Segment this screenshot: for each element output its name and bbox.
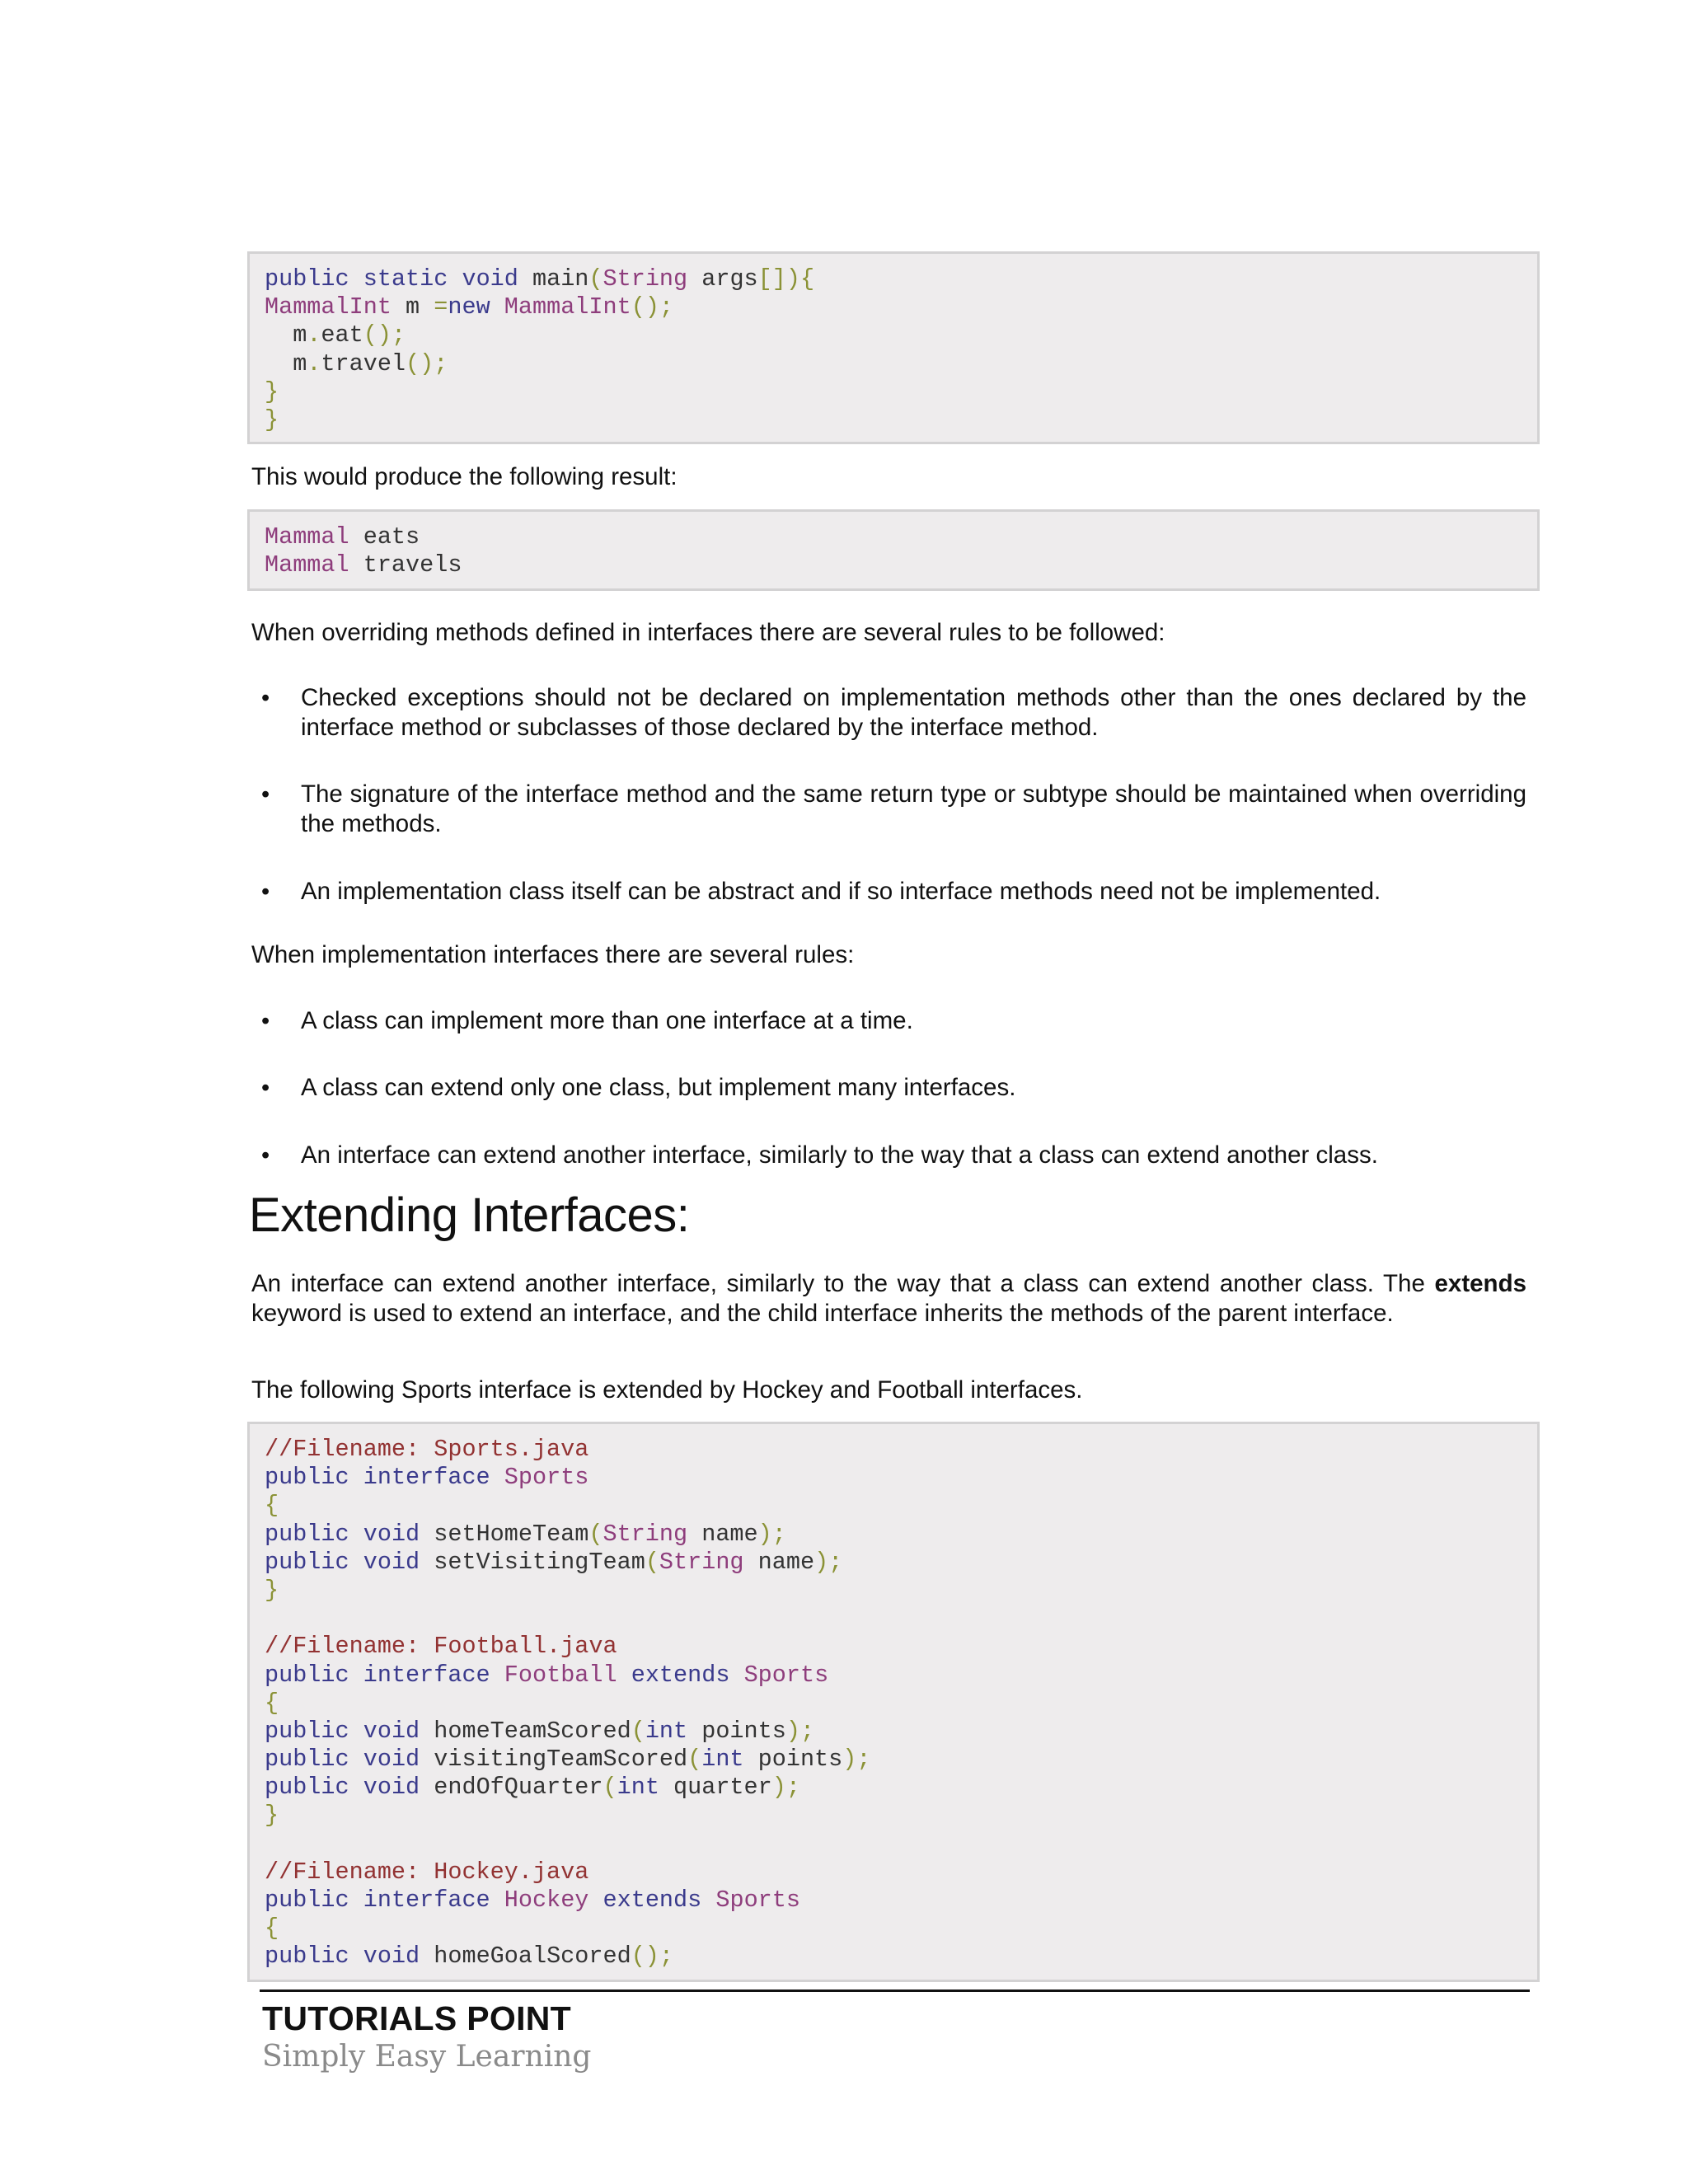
- overriding-intro: When overriding methods defined in interfaces there are several rules to be followed:: [251, 619, 1165, 646]
- code-line: [265, 1774, 1522, 1802]
- code-token: [349, 1943, 363, 1970]
- sports-intro: The following Sports interface is extended by Hockey and Football interfaces.: [251, 1376, 1083, 1404]
- code-token: );: [771, 1774, 800, 1802]
- code-line: [265, 350, 1522, 378]
- section-heading: Extending Interfaces:: [249, 1188, 690, 1242]
- code-token: public: [265, 1943, 349, 1971]
- code-token: String: [659, 1548, 744, 1576]
- code-token: [490, 1661, 504, 1689]
- bullet-icon: •: [261, 1008, 270, 1034]
- code-token: .: [307, 321, 321, 349]
- bullet-icon: •: [261, 1075, 270, 1101]
- code-token: [349, 1774, 363, 1801]
- code-token: [349, 1886, 363, 1914]
- code-line: [265, 1690, 1522, 1718]
- code-token: public: [265, 1717, 349, 1745]
- bullet-icon: •: [261, 879, 270, 905]
- code-token: setVisitingTeam: [420, 1548, 645, 1576]
- result-intro: This would produce the following result:: [251, 463, 678, 490]
- code-line: [265, 1521, 1522, 1549]
- footer-divider: [260, 1990, 1530, 1992]
- code-token: [349, 1549, 363, 1576]
- implementation-intro: When implementation interfaces there are several rules:: [251, 941, 855, 968]
- code-token: extends: [631, 1661, 730, 1689]
- code-token: main: [518, 265, 589, 293]
- code-token: m: [265, 321, 307, 349]
- code-token: (: [603, 1774, 617, 1802]
- list-item-text: Checked exceptions should not be declared on implementation methods other than the ones declared by the interface method or subclasses of those declared by the interface method.: [301, 684, 1526, 741]
- list-item-text: A class can extend only one class, but implement many interfaces.: [301, 1074, 1016, 1101]
- code-line: [265, 1492, 1522, 1520]
- code-line: [265, 1830, 1522, 1858]
- code-token: Sports: [715, 1886, 800, 1914]
- code-token: [490, 293, 504, 321]
- code-line: [265, 321, 1522, 349]
- code-token: homeTeamScored: [420, 1717, 631, 1745]
- list-item: [251, 1006, 1526, 1036]
- code-token: extends: [603, 1886, 702, 1914]
- bullet-icon: •: [261, 685, 270, 711]
- code-token: (: [645, 1548, 659, 1576]
- code-token: endOfQuarter: [420, 1774, 603, 1802]
- code-token: Football: [504, 1661, 617, 1689]
- code-token: MammalInt: [504, 293, 631, 321]
- code-token: void: [462, 265, 518, 293]
- code-token: void: [363, 1520, 420, 1548]
- code-token: public: [265, 1746, 349, 1774]
- code-line: [265, 1436, 1522, 1464]
- code-token: interface: [363, 1886, 490, 1914]
- code-token: (: [588, 1520, 603, 1548]
- code-token: travels: [349, 551, 462, 579]
- code-token: Sports: [743, 1661, 829, 1689]
- code-token: public: [265, 1520, 349, 1548]
- code-token: void: [363, 1717, 420, 1745]
- code-token: name: [687, 1520, 758, 1548]
- code-line: [265, 1577, 1522, 1605]
- code-token: void: [363, 1943, 420, 1971]
- code-token: ();: [363, 321, 406, 349]
- code-token: [349, 1521, 363, 1548]
- code-line: [265, 523, 1522, 551]
- code-token: );: [842, 1746, 871, 1774]
- code-token: public: [265, 1548, 349, 1576]
- code-block-main: [247, 251, 1540, 444]
- code-token: public: [265, 1464, 349, 1492]
- extends-keyword: extends: [1434, 1270, 1526, 1297]
- footer-tagline: Simply Easy Learning: [262, 2040, 592, 2074]
- code-token: =: [434, 293, 448, 321]
- code-token: [349, 1746, 363, 1773]
- code-token: [490, 1886, 504, 1914]
- code-token: ();: [631, 1943, 674, 1971]
- code-token: int: [645, 1717, 688, 1745]
- code-token: .: [307, 349, 321, 377]
- list-item: [251, 1073, 1526, 1103]
- code-token: [490, 1464, 504, 1491]
- code-token: Mammal: [265, 523, 349, 551]
- list-item: [251, 780, 1526, 839]
- code-line: [265, 1746, 1522, 1774]
- code-line: [265, 378, 1522, 406]
- code-token: void: [363, 1548, 420, 1576]
- code-token: Sports: [504, 1464, 589, 1492]
- code-token: //Filename: Sports.java: [265, 1436, 589, 1463]
- code-token: //Filename: Football.java: [265, 1633, 617, 1661]
- code-token: new: [448, 293, 490, 321]
- code-token: [617, 1661, 631, 1689]
- code-token: interface: [363, 1661, 490, 1689]
- code-token: public: [265, 265, 349, 293]
- code-token: visitingTeamScored: [420, 1746, 688, 1774]
- code-token: args: [687, 265, 758, 293]
- code-token: //Filename: Hockey.java: [265, 1858, 589, 1886]
- code-line: [265, 1718, 1522, 1746]
- code-token: );: [757, 1520, 786, 1548]
- footer-brand: TUTORIALS POINT: [262, 1999, 572, 2037]
- code-block-sports: [247, 1422, 1540, 1982]
- code-line: [265, 1661, 1522, 1690]
- list-item-text: An implementation class itself can be abstract and if so interface methods need not be implemented.: [301, 878, 1381, 905]
- code-token: points: [743, 1746, 843, 1774]
- code-line: [265, 1886, 1522, 1915]
- code-token: Mammal: [265, 551, 349, 579]
- code-token: int: [701, 1746, 744, 1774]
- code-token: public: [265, 1774, 349, 1802]
- code-token: int: [617, 1774, 659, 1802]
- code-token: }: [265, 1802, 279, 1830]
- extending-paragraph: [251, 1269, 1526, 1329]
- extending-text-1: An interface can extend another interface, similarly to the way that a class can extend another class. The: [251, 1270, 1435, 1297]
- code-token: {: [265, 1915, 279, 1943]
- code-token: [349, 1661, 363, 1689]
- extending-text-2: keyword is used to extend an interface, and the child interface inherits the methods of the parent interface.: [251, 1300, 1394, 1327]
- code-line: [265, 1915, 1522, 1943]
- code-token: String: [603, 265, 688, 293]
- code-token: {: [265, 1492, 279, 1520]
- code-token: quarter: [659, 1774, 772, 1802]
- bullet-icon: •: [261, 1142, 270, 1169]
- code-token: homeGoalScored: [420, 1943, 631, 1971]
- code-token: );: [814, 1548, 843, 1576]
- code-line: [265, 1943, 1522, 1971]
- code-token: (: [687, 1746, 702, 1774]
- code-token: setHomeTeam: [420, 1520, 589, 1548]
- code-token: m: [265, 349, 307, 377]
- code-token: );: [785, 1717, 815, 1745]
- code-token: points: [687, 1717, 786, 1745]
- code-token: }: [265, 405, 279, 434]
- list-item: [251, 1141, 1526, 1170]
- code-token: []){: [757, 265, 815, 293]
- code-token: ();: [631, 293, 674, 321]
- code-token: [448, 265, 462, 293]
- list-item-text: An interface can extend another interface, similarly to the way that a class can extend another class.: [301, 1141, 1378, 1169]
- bullet-icon: •: [261, 781, 270, 808]
- code-token: void: [363, 1746, 420, 1774]
- code-token: Hockey: [504, 1886, 589, 1914]
- code-token: interface: [363, 1464, 490, 1492]
- list-item-text: A class can implement more than one interface at a time.: [301, 1007, 913, 1034]
- list-item: [251, 877, 1526, 907]
- code-token: [588, 1886, 603, 1914]
- code-line: [265, 551, 1522, 579]
- code-line: [265, 1464, 1522, 1492]
- code-line: [265, 1802, 1522, 1830]
- list-item: [251, 683, 1526, 743]
- code-token: (: [631, 1717, 645, 1745]
- code-token: public: [265, 1661, 349, 1689]
- code-line: [265, 293, 1522, 321]
- code-token: [729, 1661, 743, 1689]
- code-token: ();: [406, 349, 448, 377]
- code-token: }: [265, 377, 279, 405]
- code-token: String: [603, 1520, 688, 1548]
- code-token: m: [391, 293, 434, 321]
- code-token: MammalInt: [265, 293, 392, 321]
- code-line: [265, 1549, 1522, 1577]
- code-block-result: [247, 509, 1540, 591]
- code-token: void: [363, 1774, 420, 1802]
- code-line: [265, 1605, 1522, 1633]
- code-line: [265, 406, 1522, 434]
- code-token: name: [743, 1548, 815, 1576]
- code-token: [349, 1464, 363, 1491]
- code-token: eat: [321, 321, 363, 349]
- code-token: [701, 1886, 715, 1914]
- code-line: [265, 1858, 1522, 1886]
- code-token: [349, 1718, 363, 1745]
- code-token: public: [265, 1886, 349, 1914]
- code-token: }: [265, 1576, 279, 1604]
- code-token: eats: [349, 523, 420, 551]
- list-item-text: The signature of the interface method and the same return type or subtype should be maintained when overriding the methods.: [301, 780, 1526, 837]
- code-line: [265, 265, 1522, 293]
- code-line: [265, 1633, 1522, 1661]
- code-token: static: [363, 265, 448, 293]
- code-token: {: [265, 1689, 279, 1717]
- code-token: [349, 265, 363, 293]
- code-token: (: [588, 265, 603, 293]
- code-token: travel: [321, 349, 406, 377]
